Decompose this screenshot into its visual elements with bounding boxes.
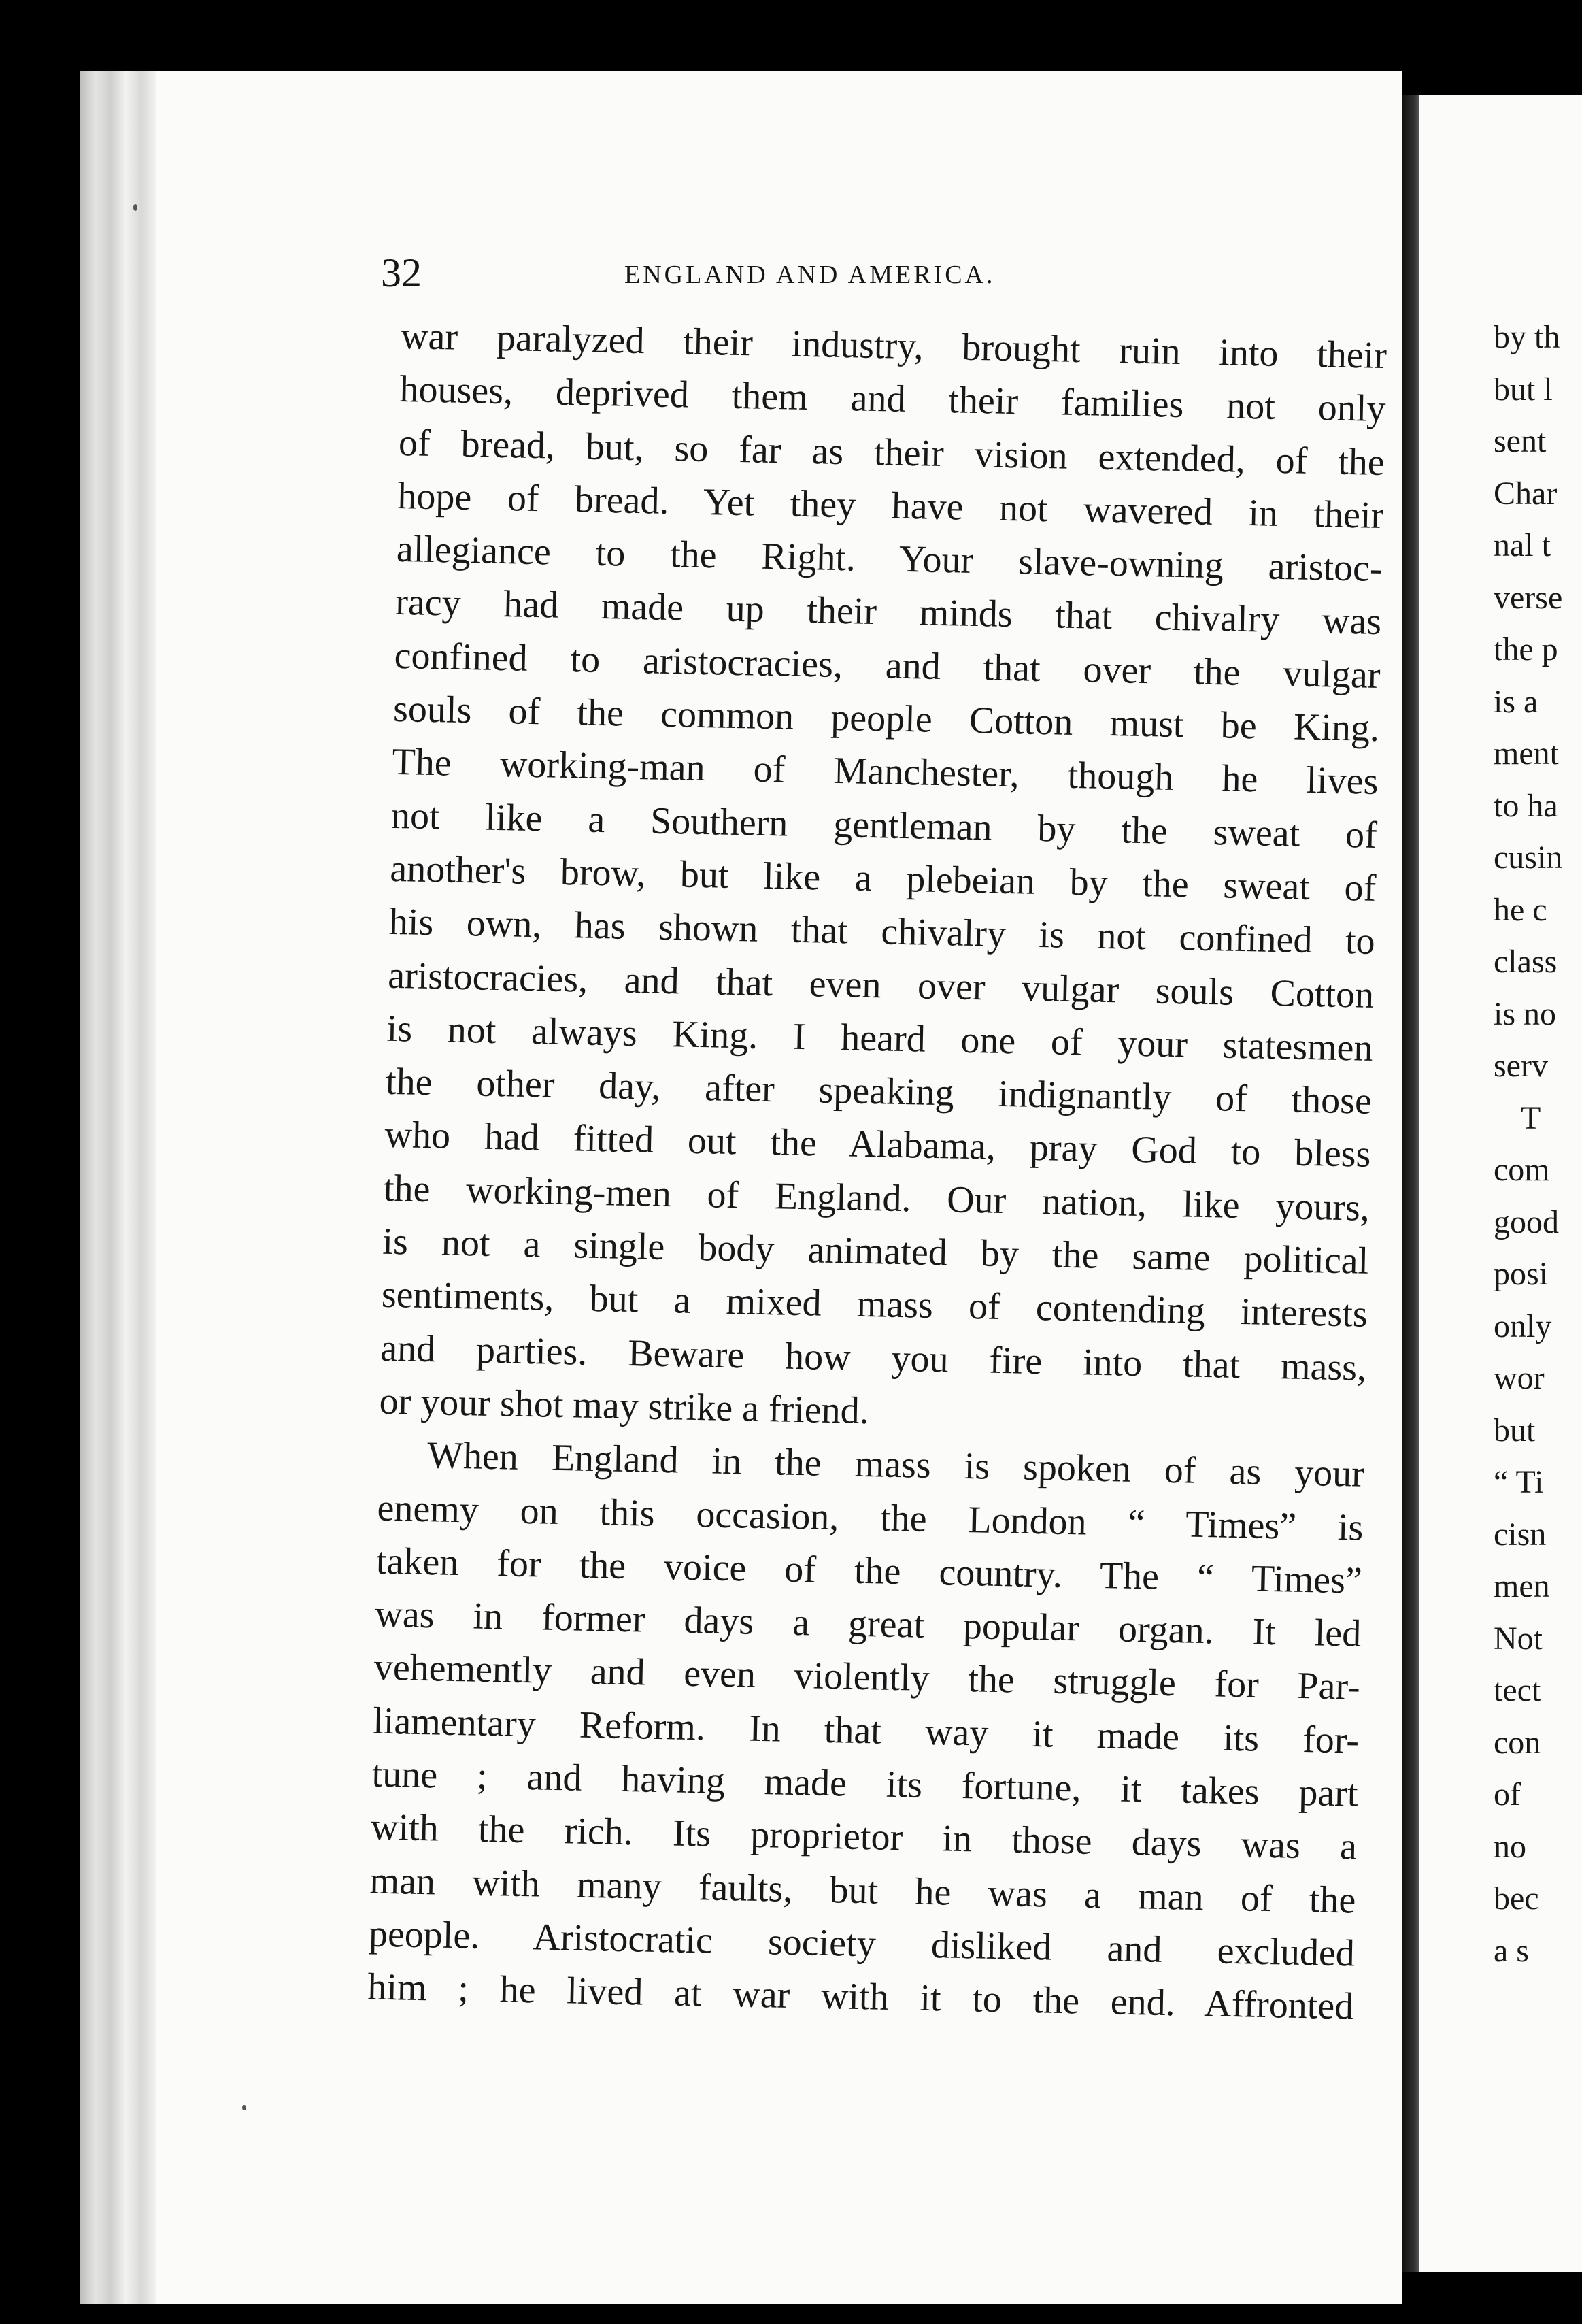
text-line: tune ; and having made its fortune, it takes part — [371, 1753, 1359, 1815]
facing-text-line: by th — [1494, 319, 1560, 355]
text-line: and parties. Beware how you fire into that mass, — [380, 1327, 1367, 1389]
facing-text-line: only — [1494, 1308, 1552, 1344]
text-line: was in former days a great popular organ. It led — [374, 1593, 1362, 1655]
text-line: is not a single body animated by the same political — [382, 1220, 1369, 1282]
text-line: with the rich. Its proprietor in those days was a — [370, 1806, 1358, 1868]
facing-text-line: a s — [1494, 1932, 1529, 1969]
text-line: people. Aristocratic society disliked and excluded — [368, 1912, 1356, 1975]
facing-text-line: good — [1494, 1204, 1559, 1240]
text-line: the working-men of England. Our nation, like yours, — [383, 1167, 1370, 1229]
page-edge-strip — [80, 71, 156, 2304]
facing-page-text — [1494, 312, 1582, 1977]
facing-text-line: bec — [1494, 1880, 1539, 1916]
facing-text-line: T — [1521, 1099, 1541, 1136]
facing-text-line: the p — [1494, 631, 1558, 667]
text-line: souls of the common people Cotton must be King. — [392, 687, 1380, 750]
facing-text-line: men — [1494, 1568, 1550, 1604]
text-line: the other day, after speaking indignantly of those — [385, 1060, 1373, 1123]
page-number: 32 — [381, 250, 422, 295]
text-line: vehemently and even violently the struggle for Par- — [373, 1646, 1361, 1709]
text-line: another's brow, but like a plebeian by the sweat of — [389, 847, 1377, 910]
text-line: is not always King. I heard one of your statesmen — [386, 1007, 1374, 1069]
facing-text-line: but l — [1494, 371, 1553, 408]
facing-text-line: cusin — [1494, 840, 1563, 876]
facing-text-line: is a — [1494, 683, 1538, 720]
facing-text-line: no — [1494, 1828, 1526, 1865]
text-line: or your shot may strike a friend. — [379, 1380, 870, 1433]
text-line: him ; he lived at war with it to the end. Affronted — [367, 1965, 1354, 2028]
text-line: his own, has shown that chivalry is not confined to — [388, 901, 1376, 963]
text-line: sentiments, but a mixed mass of contending interests — [381, 1274, 1368, 1336]
facing-text-line: serv — [1494, 1048, 1548, 1084]
dust-speck — [133, 204, 137, 211]
text-line-paragraph-start: When England in the mass is spoken of as your — [426, 1434, 1365, 1495]
running-head: ENGLAND AND AMERICA. — [624, 261, 996, 289]
facing-text-line: but — [1494, 1412, 1536, 1448]
page-header — [381, 249, 1387, 297]
facing-text-line: he c — [1494, 891, 1547, 928]
text-line: hope of bread. Yet they have not wavered in their — [397, 474, 1384, 537]
facing-text-line: is no — [1494, 995, 1557, 1032]
text-line: taken for the voice of the country. The “ Times” — [375, 1540, 1363, 1602]
facing-text-line: verse — [1494, 579, 1563, 616]
dust-speck — [242, 2105, 246, 2110]
facing-text-line: con — [1494, 1724, 1541, 1761]
text-line: The working-man of Manchester, though he lives — [392, 741, 1379, 803]
facing-text-line: posi — [1494, 1256, 1549, 1292]
text-line: racy had made up their minds that chivalry was — [394, 581, 1382, 644]
facing-text-line: Not — [1494, 1620, 1543, 1657]
text-line: houses, deprived them and their families not only — [399, 368, 1386, 431]
facing-text-line: of — [1494, 1776, 1521, 1812]
facing-text-line: tect — [1494, 1672, 1541, 1708]
facing-text-line: ment — [1494, 735, 1559, 771]
text-line: man with many faults, but he was a man of the — [369, 1859, 1356, 1922]
text-line: allegiance to the Right. Your slave-owning aristoc- — [396, 528, 1383, 591]
text-line: liamentary Reform. In that way it made its for- — [372, 1699, 1360, 1762]
facing-text-line: sent — [1494, 423, 1547, 459]
facing-text-line: class — [1494, 944, 1558, 980]
text-line: aristocracies, and that even over vulgar souls Cotton — [387, 954, 1375, 1016]
text-line: of bread, but, so far as their vision extended, of the — [398, 421, 1385, 484]
facing-text-line: to ha — [1494, 787, 1558, 824]
facing-text-line: Char — [1494, 475, 1558, 512]
text-line: war paralyzed their industry, brought ruin into their — [400, 314, 1387, 378]
facing-text-line: cisn — [1494, 1516, 1547, 1553]
text-line: confined to aristocracies, and that over the vulgar — [394, 634, 1381, 697]
facing-text-line: “ Ti — [1494, 1464, 1544, 1500]
body-text — [367, 310, 1387, 2034]
facing-text-line: wor — [1494, 1360, 1545, 1396]
text-line: who had fitted out the Alabama, pray God to bless — [384, 1114, 1371, 1176]
facing-text-line: nal t — [1494, 527, 1551, 563]
facing-text-line: com — [1494, 1152, 1550, 1188]
text-line: enemy on this occasion, the London “ Times” is — [377, 1487, 1364, 1549]
text-line: not like a Southern gentleman by the sweat of — [390, 794, 1378, 857]
